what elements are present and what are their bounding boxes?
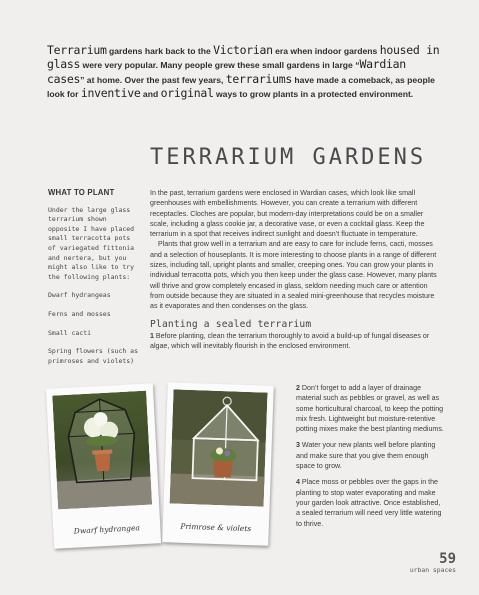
page-title: TERRARIUM GARDENS [150, 145, 427, 170]
step-number: 3 [296, 441, 300, 450]
steps-column [296, 383, 446, 535]
step-number: 4 [296, 478, 300, 487]
step-text: Place moss or pebbles over the gaps in the planting to stop water evaporating and make your garden look attractive. Once established, a sealed terrarium will need very little watering to thrive. [296, 478, 442, 528]
sidebar-heading: WHAT TO PLANT [48, 188, 115, 197]
step-number: 2 [296, 384, 300, 392]
intro-word: inventive [80, 86, 141, 101]
plant-item: Ferns and mosses [48, 309, 111, 318]
step-text: Don’t forget to add a layer of drainage material such as pebbles or gravel, as well as some horticultural charcoal, to keep the potting mix fresh. Lightweight but moisture-retentive potting mixes make the best planting mediums. [296, 384, 444, 434]
photo-caption: Dwarf hydrangea [73, 523, 141, 536]
plant-item: Small cacti [48, 328, 92, 337]
page-number: 59 [439, 551, 456, 567]
intro-word: original [160, 86, 214, 101]
step-item [150, 331, 438, 352]
photo-dwarf-hydrangea [46, 383, 161, 548]
intro-word: Wardian cases [47, 57, 406, 86]
terrarium-image [52, 391, 152, 510]
intro-word: Victorian [213, 43, 273, 57]
plant-item: Spring flowers (such as primroses and violets) [48, 347, 139, 365]
intro-text: era when indoor gardens [272, 46, 380, 56]
photo-primrose-violets [162, 382, 274, 546]
step-item [296, 383, 446, 434]
article-paragraph: Plants that grow well in a terrarium and are easy to care for include ferns, cacti, mosses and a selection of houseplants. It is more interesting to choose plants in a range of different sizes, including tall, upright plants and smaller, creeping ones. You can grow your plants in individual terracotta pots, which you then keep under the glass case. However, many plants will thrive and grow completely encased in glass, seldom needing much care or attention from outside because they are situated in a sealed mini-greenhouse that recycles moisture as it evaporates and then condenses on the glass. [150, 240, 437, 311]
intro-text: ways to grow plants in a protected environment. [213, 89, 414, 100]
intro-word: housed in glass [47, 43, 440, 72]
intro-text: have made a comeback, as people look for [47, 74, 435, 100]
main-article [150, 188, 438, 351]
intro-word: terrariums [225, 71, 293, 86]
intro-word: Terrarium [47, 43, 107, 57]
section-subheading: Planting a sealed terrarium [150, 318, 312, 330]
intro-paragraph [47, 44, 447, 102]
intro-text: and [140, 89, 161, 100]
intro-text: ” at home. Over the past few years, [80, 74, 226, 85]
step-text: Before planting, clean the terrarium thoroughly to avoid a build-up of fungal diseases or algae, which will inevitably flourish in the enclosed environment. [150, 331, 430, 351]
step-number: 1 [150, 331, 154, 340]
section-name: urban spaces [409, 566, 456, 574]
step-text: Water your new plants well before planting and make sure that you give them enough space to grow. [296, 441, 436, 471]
terrarium-image [170, 389, 268, 506]
article-paragraph: In the past, terrarium gardens were enclosed in Wardian cases, which look like small greenhouses with embellishments. However, you can create a terrarium with different receptacles. Cloches are popular, but modern-day interpretations could be on a smaller scale, including a glass cookie jar, a decorative vase, or even a cocktail glass. Keep the terrarium in a spot that receives indirect sunlight and doesn’t fluctuate in temperature. [150, 189, 425, 239]
page-footer [386, 552, 456, 574]
what-to-plant-sidebar [48, 188, 140, 375]
step-item [296, 477, 446, 528]
sidebar-intro: Under the large glass terrarium shown opposite I have placed small terracotta pots of variegated fittonia and nertera, but you might also like to try the following plants: [48, 205, 135, 281]
intro-text: were very popular. Many people grew these small gardens in large “ [80, 60, 360, 71]
plant-item: Dwarf hydrangeas [48, 291, 111, 300]
photo-caption: Primrose & violets [180, 521, 252, 534]
intro-text: gardens hark back to the [106, 46, 214, 56]
step-item [296, 440, 446, 471]
